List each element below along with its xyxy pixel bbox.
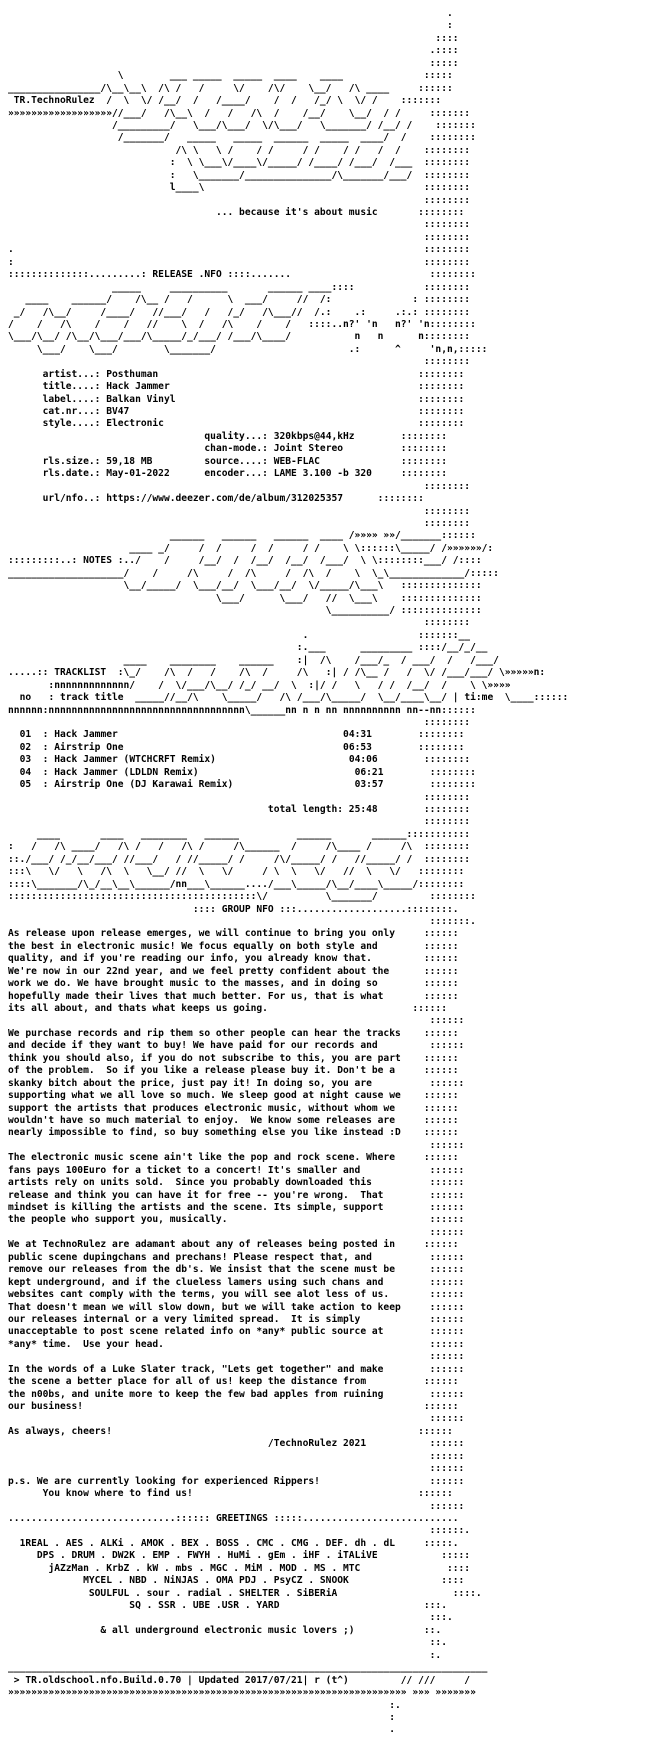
- art-line: .::::: [8, 45, 459, 57]
- art-line: ::::::: [8, 1500, 465, 1512]
- group-tag: TR.TechnoRulez: [13, 95, 95, 107]
- title-value: Hack Jammer: [106, 381, 170, 393]
- greetings-closing-line: & all underground electronic music lovers ;) ::.: [100, 1624, 442, 1636]
- greetings-section-title: GREETINGS: [215, 1512, 268, 1524]
- paragraph-line: In the words of a Luke Slater track, "Lets get together" and make ::::::: [8, 1363, 465, 1375]
- group-text: *any* time. Use your head.: [8, 1338, 164, 1350]
- total-value: 25:48: [348, 804, 378, 815]
- logo-art-line: /\ \ \ / / / / / / / / / ::::::::: [8, 144, 471, 156]
- tracklist-art-line: :nnnnnnnnnnnnn/ / \/___/\__/ /_/ __/ \ :|/ / \ / / /__/ / \ \»»»»: [8, 679, 511, 691]
- group-text: public scene dupingchans and prechans! Please respect that, and: [8, 1251, 372, 1263]
- group-text: nearly impossible to find, so buy something else you like instead :D: [8, 1127, 401, 1139]
- release-row: title....: Hack Jammer ::::::::: [42, 381, 465, 393]
- group-text: supporting what we all love so much. We sleep good at night cause we: [8, 1090, 401, 1102]
- quality-label: quality...:: [204, 430, 268, 442]
- art-line: ::::::.: [8, 1525, 471, 1537]
- art-line: . :::::::__: [8, 629, 471, 641]
- url-label: url/nfo..:: [42, 493, 101, 505]
- footer-build: TR.oldschool.nfo.Build.0.70: [25, 1674, 182, 1686]
- release-art-line: \___/\__/ /\__/\___/___/\_____/_/___/ /___/\____/ n n n::::::::: [8, 331, 471, 343]
- art-line: ::::::: [8, 1351, 465, 1363]
- footer-rule-bottom: »»»»»»»»»»»»»»»»»»»»»»»»»»»»»»»»»»»»»»»»»»»»»»»»»»»»»»»»»»»»»»»»»»»»» »»» »»»»»»»: [8, 1687, 476, 1699]
- paragraph-line: the scene a better place for all of us! keep the distance from ::::::: [8, 1376, 459, 1388]
- art-line: . ::::::::: [8, 244, 471, 256]
- tracklist-rule: nnnnnn:nnnnnnnnnnnnnnnnnnnnnnnnnnnnnnnnnn\______nn n n nn nnnnnnnnnn nn--nn::::::: [8, 704, 476, 716]
- group-text: support the artists that produces electronic music, without whom we: [8, 1102, 395, 1114]
- paragraph-line: of the problem. So if you like a release please buy it. Don't be a ::::::: [8, 1065, 459, 1077]
- paragraph-line: our business! ::::::: [8, 1401, 459, 1412]
- paragraph-line: We at TechnoRulez are adamant about any of releases being posted in ::::::: [8, 1239, 459, 1251]
- art-line: :: [8, 1711, 395, 1723]
- art-line: ::::::::: [8, 505, 471, 517]
- col-time: ti:me: [464, 692, 494, 704]
- group-text: the scene a better place for all of us! keep the distance from: [8, 1376, 367, 1388]
- paragraph-line: the best in electronic music! We focus equally on both style and ::::::: [8, 940, 459, 952]
- group-text: We purchase records and rip them so other people can hear the tracks: [8, 1027, 401, 1039]
- chanmode-label: chan-mode.:: [204, 443, 268, 455]
- encoder-value: LAME 3.100 -b 320: [273, 468, 372, 480]
- paragraph-line: We're now in our 22nd year, and we feel pretty confident about the ::::::: [8, 965, 459, 977]
- group-art-line: : / /\ ____/ /\ / / /\ / /\______ / /\____ / /\ ::::::::: [8, 841, 471, 853]
- release-row: style....: Electronic ::::::::: [42, 418, 465, 430]
- track-time: 06:21: [354, 766, 384, 778]
- notes-header-line: :::::::::..: NOTES :../ / /__/ / /__/ /__/ /___/ \ \::::::::___/ /::::: [8, 555, 482, 567]
- paragraph-line: release and think you can have it for free -- you're wrong. That ::::::: [8, 1189, 465, 1201]
- col-title: track title: [60, 692, 124, 704]
- label-value: Balkan Vinyl: [106, 393, 176, 405]
- track-row: 02 : Airstrip One 06:53 ::::::::: [19, 741, 465, 753]
- track-no: 01: [19, 729, 32, 741]
- nfo-document: [8, 8, 648, 1737]
- art-line: ::::::::: [8, 816, 471, 828]
- release-row: rls.size.: 59,18 MB source....: WEB-FLAC ::::::::: [42, 455, 448, 467]
- group-text: kept underground, and if the clueless lamers using such chans and: [8, 1276, 384, 1288]
- url-value[interactable]: https://www.deezer.com/de/album/312025357: [106, 493, 344, 505]
- group-text: In the words of a Luke Slater track, "Lets get together" and make: [8, 1363, 384, 1375]
- release-art-line: ____ ______/ /\__ / / \ ___/ // /: : ::::::::: [8, 294, 471, 306]
- group-text: As always, cheers!: [8, 1425, 112, 1437]
- group-text: our business!: [8, 1401, 84, 1412]
- release-row: quality...: 320kbps@44,kHz ::::::::: [204, 430, 448, 442]
- paragraph-line: unacceptable to post scene related info on *any* public source at ::::::: [8, 1326, 465, 1338]
- paragraph-line: nearly impossible to find, so buy something else you like instead :D ::::::: [8, 1127, 459, 1139]
- paragraph-line: skanky bitch about the price, just pay it! In doing so, you are ::::::: [8, 1077, 465, 1089]
- total-line: total length: 25:48 ::::::::: [267, 804, 471, 815]
- paragraph-line: fans pays 100Euro for a ticket to a concert! It's smaller and ::::::: [8, 1164, 465, 1176]
- release-art-line: _____ __________ ______ ____:::: ::::::::: [8, 281, 471, 293]
- group-text: remove our releases from the db's. We insist that the scene must be: [8, 1264, 395, 1276]
- ps-line: You know where to find us! ::::::: [42, 1488, 453, 1500]
- paragraph-line: We purchase records and rip them so other people can hear the tracks ::::::: [8, 1027, 459, 1039]
- header-tag-line: TR.TechnoRulez / \ \/ /__/ / /____/ / / /_/ \ \/ / :::::::: [13, 95, 442, 107]
- group-text: We're now in our 22nd year, and we feel pretty confident about the: [8, 965, 390, 977]
- art-line: ::::::::: [8, 716, 471, 728]
- footer-updated: Updated 2017/07/21: [198, 1674, 303, 1686]
- track-title: Airstrip One (DJ Karawai Remix): [54, 779, 234, 791]
- paragraph-line: artists rely on units sold. Since you probably downloaded this ::::::: [8, 1177, 465, 1189]
- track-row: 03 : Hack Jammer (WTCHCRFT Remix) 04:06 ::::::::: [19, 754, 471, 766]
- paragraph-line: supporting what we all love so much. We sleep good at night cause we ::::::: [8, 1090, 459, 1102]
- group-text: fans pays 100Euro for a ticket to a concert! It's smaller and: [8, 1164, 361, 1176]
- notes-art-line: \__/_____/ \___/__/ \___/__/ \/_____/\___\ ::::::::::::::: [8, 580, 482, 592]
- paragraph-line: support the artists that produces electronic music, without whom we ::::::: [8, 1102, 459, 1114]
- group-art-line: ::::\_______/\_/__\__\______/nn___\______..../___\_____/\__/____\_____/::::::::: [8, 878, 465, 890]
- group-text: As release upon release emerges, we will continue to bring you only: [8, 928, 395, 940]
- paragraph-line: remove our releases from the db's. We insist that the scene must be ::::::: [8, 1264, 465, 1276]
- logo-art-line: /_______/ _____ _____ ______ _____ ____/ / ::::::::: [8, 132, 476, 144]
- logo-art-line: ________________/\__\__\ /\ / / \/ /\/ \__/ /\ ____ ::::::: [8, 82, 453, 94]
- paragraph-line: think you should also, if you do not subscribe to this, you are part ::::::: [8, 1052, 459, 1064]
- col-no: no: [19, 692, 32, 704]
- group-art-line: :::\ \/ \ /\ \ \__/ // \ \/ / \ \ \/ // \ \/ ::::::::: [8, 866, 465, 878]
- group-text: its all about, and thats what keeps us going.: [8, 1003, 268, 1014]
- art-line: .: [8, 8, 453, 19]
- art-line: ::::::::: [8, 480, 471, 492]
- release-art-line: \___/ \___/ \_______/ .: ^ 'n,n,:::::: [8, 343, 488, 355]
- ps-text: You know where to find us!: [42, 1488, 193, 1500]
- art-line: ::::: [8, 32, 459, 44]
- track-title: Airstrip One: [54, 741, 124, 753]
- art-line: ::::::::: [8, 356, 471, 368]
- group-text: the best in electronic music! We focus equally on both style and: [8, 940, 378, 952]
- art-line: ::::::: [8, 1015, 465, 1027]
- greetings-text: MYCEL . NBD . NiNJAS . OMA PDJ . PsyCZ . SNOOK: [83, 1575, 349, 1587]
- group-text: think you should also, if you do not subscribe to this, you are part: [8, 1052, 401, 1064]
- tagline: ... because it's about music: [215, 207, 378, 218]
- paragraph-line: and decide if they want to buy! We have paid for our records and ::::::: [8, 1040, 465, 1052]
- paragraph-line: the people who support you, musically. ::::::: [8, 1214, 465, 1226]
- greetings-line: MYCEL . NBD . NiNJAS . OMA PDJ . PsyCZ . SNOOK ::::: [83, 1575, 465, 1587]
- group-text: of the problem. So if you like a release please buy it. Don't be a: [8, 1065, 395, 1077]
- art-line: :::::::.: [8, 915, 476, 927]
- track-time: 03:57: [354, 779, 384, 791]
- notes-art-line: \__________/ ::::::::::::::: [8, 605, 482, 616]
- group-text: skanky bitch about the price, just pay it! In doing so, you are: [8, 1077, 372, 1089]
- catnr-label: cat.nr...:: [42, 406, 101, 417]
- art-line: ::::::: [8, 1139, 465, 1151]
- group-text: unacceptable to post scene related info on *any* public source at: [8, 1326, 384, 1338]
- release-art-line: / / /\ / / // \ / /\ / / ::::..n?' 'n n?' 'n::::::::: [8, 318, 476, 330]
- group-text: work we do. We have brought music to the masses, and in doing so: [8, 978, 378, 990]
- art-line: :.: [8, 1649, 442, 1661]
- track-no: 02: [19, 741, 32, 753]
- track-time: 04:31: [343, 729, 372, 741]
- tracklist-header-line: .....:: TRACKLIST :\_/ /\ / / /\ / /\ :| / /\__ / / \/ /___/___/ \»»»»»n:: [8, 667, 546, 679]
- paragraph-line: As release upon release emerges, we will continue to bring you only ::::::: [8, 928, 459, 940]
- release-art-line: _/ /\__/ /____/ //___/ / /_/ /\___// /.: .: .:.: ::::::::: [8, 306, 471, 318]
- notes-art-line: ______ ______ ______ ____ /»»»» »»/_______::::::: [8, 530, 476, 542]
- art-line: : ::::::::: [8, 256, 471, 268]
- signature-line: /TechnoRulez 2021 ::::::: [267, 1438, 465, 1450]
- size-label: rls.size.:: [42, 455, 101, 467]
- artist-label: artist...:: [42, 368, 101, 380]
- release-section-title: RELEASE .NFO: [152, 269, 222, 281]
- art-line: ::::::: [8, 1413, 465, 1425]
- artist-value: Posthuman: [106, 368, 159, 380]
- track-title: Hack Jammer (LDLDN Remix): [54, 766, 199, 778]
- group-text: mindset is killing the artists and the scene. Its simple, support: [8, 1202, 384, 1213]
- group-text: websites cant comply with the terms, you will see alot less of us.: [8, 1289, 390, 1301]
- logo-art-line: \ ___ _____ _____ ____ ____ :::::: [8, 70, 453, 82]
- tracklist-art-line: ____ ________ ______ :| /\ /___/_ / ___/ / /___/: [8, 654, 499, 666]
- greetings-text: DPS . DRUM . DW2K . EMP . FWYH . HuMi . gEm . iHF . iTALiVE: [36, 1550, 378, 1562]
- track-row: 05 : Airstrip One (DJ Karawai Remix) 03:57 ::::::::: [19, 779, 476, 791]
- release-row: artist...: Posthuman ::::::::: [42, 368, 465, 380]
- tracklist-art-line: :.___ _________ ::::/__/_/__: [8, 642, 488, 654]
- group-text: hopefully made their lives that much better. For us, that is what: [8, 990, 384, 1002]
- paragraph-line: mindset is killing the artists and the scene. Its simple, support ::::::: [8, 1202, 465, 1213]
- tracklist-section-title: TRACKLIST: [54, 667, 107, 679]
- track-time: 06:53: [343, 741, 372, 753]
- release-row: url/nfo..: https://www.deezer.com/de/album/312025357 ::::::::: [42, 493, 424, 505]
- art-line: ::::::: [8, 1463, 465, 1475]
- art-line: ::::::: [8, 1226, 465, 1238]
- group-text: artists rely on units sold. Since you probably downloaded this: [8, 1177, 372, 1189]
- group-text: wouldn't have so much material to enjoy. We know some releases are: [8, 1114, 395, 1126]
- paragraph-line: public scene dupingchans and prechans! Please respect that, and ::::::: [8, 1251, 465, 1263]
- footer-rule-top: ___________________________________________________________________________________: [8, 1662, 488, 1674]
- paragraph-line: our releases internal or a very limited spread. It is simply ::::::: [8, 1313, 465, 1325]
- signature: /TechnoRulez 2021: [267, 1438, 367, 1450]
- chanmode-value: Joint Stereo: [273, 443, 344, 455]
- paragraph-line: The electronic music scene ain't like the pop and rock scene. Where ::::::: [8, 1152, 459, 1164]
- release-row: cat.nr...: BV47 ::::::::: [42, 406, 465, 417]
- track-title: Hack Jammer: [54, 729, 118, 741]
- track-no: 05: [19, 779, 32, 791]
- track-row: 01 : Hack Jammer 04:31 ::::::::: [19, 729, 465, 741]
- logo-art-line: l____\ ::::::::: [8, 182, 471, 194]
- art-line: ::::::::: [8, 617, 471, 629]
- paragraph-line: work we do. We have brought music to the masses, and in doing so ::::::: [8, 978, 459, 990]
- group-text: quality, and if you're reading our info, you already know that.: [8, 953, 372, 965]
- art-line: ::::::::: [8, 194, 471, 206]
- group-text: the n00bs, and unite more to keep the few bad apples from ruining: [8, 1388, 384, 1400]
- ps-text: p.s. We are currently looking for experienced Rippers!: [8, 1475, 320, 1487]
- footer-line: > TR.oldschool.nfo.Build.0.70 | Updated 2017/07/21| r (t^) // /// /: [8, 1674, 471, 1686]
- title-label: title....:: [42, 381, 101, 393]
- art-line: ::.: [8, 1637, 447, 1649]
- greetings-line: SOULFUL . sour . radial . SHELTER . SiBERiA ::::.: [88, 1587, 482, 1599]
- group-text: release and think you can have it for free -- you're wrong. That: [8, 1189, 384, 1201]
- paragraph-line: That doesn't mean we will slow down, but we will take action to keep ::::::: [8, 1301, 465, 1313]
- paragraph-line: kept underground, and if the clueless lamers using such chans and ::::::: [8, 1276, 465, 1288]
- notes-art-line: ____ _/ / / / / / / \ \::::::\_____/ /»»»»»»/:: [8, 542, 494, 554]
- group-text: That doesn't mean we will slow down, but we will take action to keep: [8, 1301, 401, 1313]
- date-label: rls.date.:: [42, 468, 101, 480]
- greetings-text: SQ . SSR . UBE .USR . YARD: [129, 1600, 280, 1611]
- greetings-text: 1REAL . AES . ALKi . AMOK . BEX . BOSS . CMC . CMG . DEF. dh . dL: [19, 1537, 395, 1549]
- track-no: 04: [19, 766, 32, 778]
- track-time: 04:06: [348, 754, 378, 766]
- art-line: ::::::::: [8, 219, 471, 231]
- ps-line: p.s. We are currently looking for experienced Rippers! ::::::: [8, 1475, 465, 1487]
- encoder-label: encoder...:: [204, 468, 268, 480]
- group-art-line: ____ ____ ________ ______ ______ ______:::::::::::: [8, 828, 471, 840]
- art-line: :::::: [8, 57, 459, 69]
- art-line: :: [8, 20, 453, 32]
- art-line: ::::::::: [8, 791, 471, 803]
- art-line: :.: [8, 1699, 401, 1711]
- art-line: .: [8, 1724, 395, 1736]
- group-header-line: :::: GROUP NFO :::...................::::::::.: [8, 903, 459, 915]
- art-line: ::::::::: [8, 517, 471, 529]
- greetings-line: SQ . SSR . UBE .USR . YARD :::.: [129, 1600, 447, 1611]
- greetings-text: jAZzMan . KrbZ . kW . mbs . MGC . MiM . MOD . MS . MTC: [48, 1562, 361, 1574]
- label-label: label....:: [42, 393, 101, 405]
- logo-art-line: /_________/ \___/\___/ \/\___/ \_______/ /__/ / :::::::: [8, 119, 476, 131]
- quality-value: 320kbps@44,kHz: [273, 430, 355, 442]
- greetings-header-line: .............................:::::: GREETINGS :::::...........................: [8, 1512, 459, 1524]
- source-value: WEB-FLAC: [273, 455, 320, 467]
- art-line: ::::::::: [8, 231, 471, 243]
- notes-art-line: ____________________/ / /\ / /\ / /\ / \ \_\_____________/:::::: [8, 567, 499, 579]
- release-row: chan-mode.: Joint Stereo ::::::::: [204, 443, 447, 455]
- release-row: label....: Balkan Vinyl ::::::::: [42, 393, 465, 405]
- paragraph-line: wouldn't have so much material to enjoy. We know some releases are ::::::: [8, 1114, 459, 1126]
- track-no: 03: [19, 754, 32, 766]
- paragraph-line: As always, cheers! ::::::: [8, 1425, 453, 1437]
- group-text: We at TechnoRulez are adamant about any of releases being posted in: [8, 1239, 395, 1251]
- paragraph-line: *any* time. Use your head. ::::::: [8, 1338, 465, 1350]
- track-title: Hack Jammer (WTCHCRFT Remix): [54, 754, 216, 766]
- greetings-closing: & all underground electronic music lovers ;): [100, 1624, 355, 1636]
- tagline-line: ... because it's about music ::::::::: [215, 207, 465, 218]
- greetings-line: DPS . DRUM . DW2K . EMP . FWYH . HuMi . gEm . iHF . iTALiVE :::::: [36, 1550, 471, 1562]
- paragraph-line: its all about, and thats what keeps us going. ::::::: [8, 1003, 447, 1014]
- tracklist-columns-line: no : track title _____//__/\ \_____/ /\ /___/\_____/ \__/____\__/ | ti:me \____::::::: [19, 692, 569, 704]
- size-value: 59,18 MB: [106, 455, 153, 467]
- style-value: Electronic: [106, 418, 164, 430]
- group-section-title: GROUP NFO: [221, 903, 274, 915]
- logo-art-line: : \ \___\/____\/_____/ /____/ /___/ /___ ::::::::: [8, 157, 471, 169]
- group-text: our releases internal or a very limited spread. It is simply: [8, 1313, 361, 1325]
- logo-art-line: »»»»»»»»»»»»»»»»»»//___/ /\__\ / / /\ / /__/ \__/ / / :::::::: [8, 107, 471, 119]
- paragraph-line: websites cant comply with the terms, you will see alot less of us. ::::::: [8, 1289, 465, 1301]
- paragraph-line: quality, and if you're reading our info, you already know that. ::::::: [8, 953, 459, 965]
- greetings-line: 1REAL . AES . ALKi . AMOK . BEX . BOSS . CMC . CMG . DEF. dh . dL :::::.: [19, 1537, 459, 1549]
- track-row: 04 : Hack Jammer (LDLDN Remix) 06:21 ::::::::: [19, 766, 476, 778]
- source-label: source....:: [204, 455, 268, 467]
- date-value: May-01-2022: [106, 468, 170, 480]
- style-label: style....:: [42, 418, 101, 430]
- release-header-line: ::::::::::::::.........: RELEASE .NFO ::::....... ::::::::: [8, 269, 476, 281]
- notes-art-line: \___/ \___/ // \___\ ::::::::::::::: [8, 592, 482, 604]
- group-art-line: :::::::::::::::::::::::::::::::::::::::::::\/ \_______/ ::::::::: [8, 891, 476, 903]
- catnr-value: BV47: [106, 406, 130, 417]
- group-art-line: ::./___/ /_/__/___/ //___/ / //_____/ / /\/_____/ / //_____/ / ::::::::: [8, 853, 471, 865]
- total-label: total length:: [267, 804, 344, 815]
- art-line: ::::::: [8, 1450, 465, 1462]
- greetings-text: SOULFUL . sour . radial . SHELTER . SiBERiA: [88, 1587, 338, 1599]
- group-text: the people who support you, musically.: [8, 1214, 228, 1226]
- greetings-line: jAZzMan . KrbZ . kW . mbs . MGC . MiM . MOD . MS . MTC ::::: [48, 1562, 471, 1574]
- paragraph-line: hopefully made their lives that much better. For us, that is what ::::::: [8, 990, 459, 1002]
- group-text: and decide if they want to buy! We have paid for our records and: [8, 1040, 378, 1052]
- group-text: The electronic music scene ain't like the pop and rock scene. Where: [8, 1152, 395, 1164]
- release-row: rls.date.: May-01-2022 encoder...: LAME 3.100 -b 320 ::::::::: [42, 468, 448, 480]
- logo-art-line: : \_______/_______________/\_______/___/ ::::::::: [8, 169, 471, 181]
- notes-section-title: NOTES: [83, 555, 112, 567]
- art-line: :::.: [8, 1612, 453, 1624]
- paragraph-line: the n00bs, and unite more to keep the few bad apples from ruining ::::::: [8, 1388, 465, 1400]
